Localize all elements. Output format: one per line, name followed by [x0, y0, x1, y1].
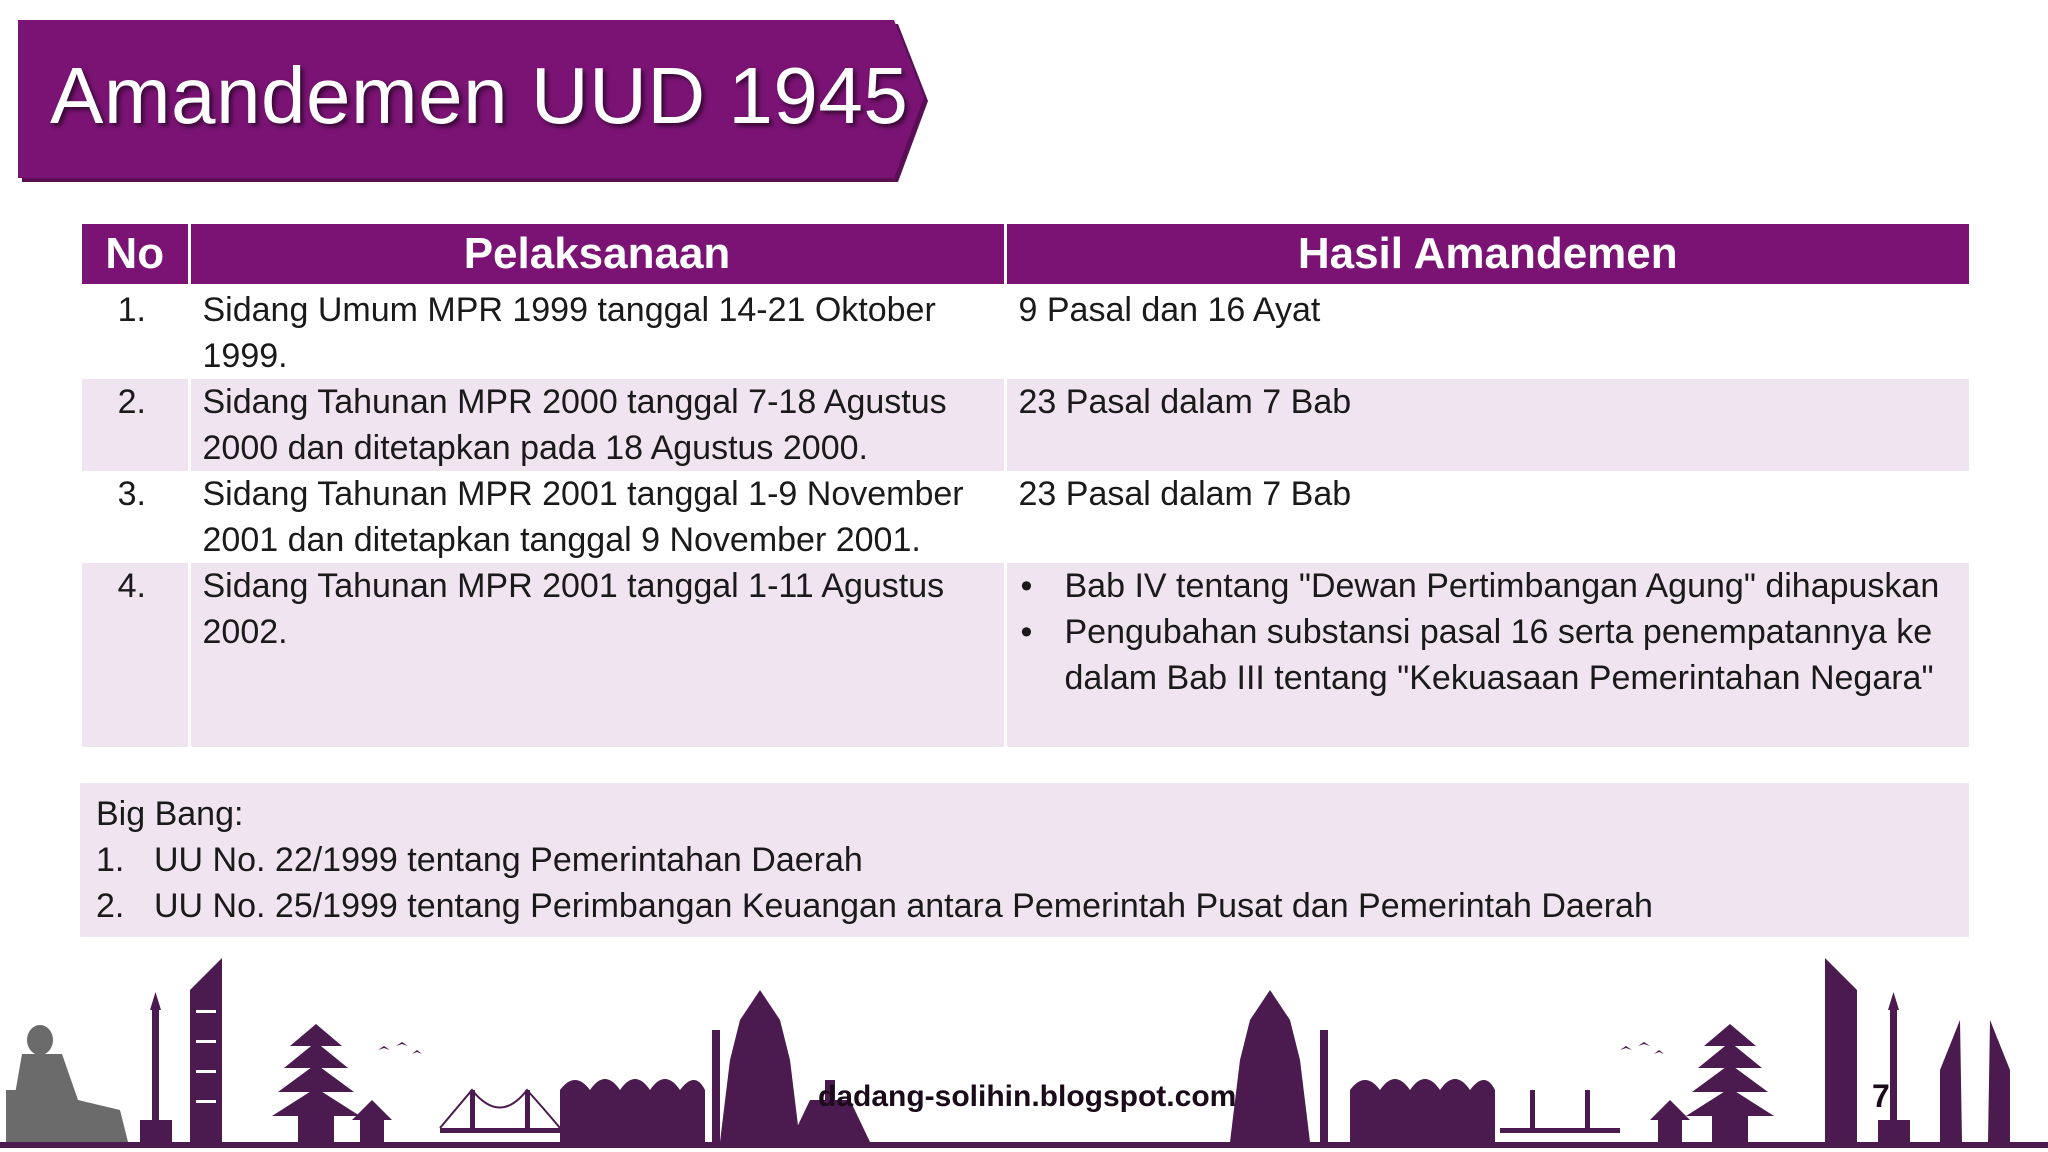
table-row	[82, 286, 1969, 380]
gate-icon	[1940, 1020, 2010, 1142]
shrine-icon	[1650, 1100, 1690, 1142]
temple-gate-icon	[1230, 990, 1328, 1142]
monument-icon	[1878, 992, 1910, 1142]
row-number: 4.	[82, 563, 189, 747]
row-number: 1.	[82, 286, 189, 380]
row-hasil	[1005, 563, 1969, 747]
row-number: 3.	[82, 471, 189, 563]
bullet-item	[1019, 563, 1958, 609]
traditional-house-icon	[1350, 1079, 1495, 1142]
shrine-icon	[352, 1100, 392, 1142]
row-pelaksanaan: Sidang Tahunan MPR 2001 tanggal 1-9 November 2001 dan ditetapkan tanggal 9 November 2001.	[189, 471, 1005, 563]
row-pelaksanaan: Sidang Umum MPR 1999 tanggal 14-21 Oktober 1999.	[189, 286, 1005, 380]
bridge-icon	[1500, 1090, 1620, 1133]
bullet-icon: •	[1020, 567, 1033, 605]
bullet-item	[1019, 609, 1958, 701]
tower-icon	[190, 958, 222, 1142]
ground-line	[0, 1142, 2048, 1148]
temple-gate-icon	[712, 990, 800, 1142]
bigbang-box	[80, 783, 1969, 937]
bullet-text: Pengubahan substansi pasal 16 serta penempatannya ke dalam Bab III tentang "Kekuasaan Pemerintahan Negara"	[1064, 613, 1934, 697]
table-row	[82, 563, 1969, 747]
pagoda-icon	[272, 1024, 360, 1142]
list-item	[96, 837, 1969, 883]
tower-icon	[1825, 958, 1857, 1142]
header-hasil: Hasil Amandemen	[1005, 224, 1969, 286]
birds-icon	[1620, 1042, 1664, 1054]
amendment-table	[82, 224, 1969, 747]
table-row	[82, 379, 1969, 471]
row-hasil: 23 Pasal dalam 7 Bab	[1005, 379, 1969, 471]
statue-icon	[6, 1025, 128, 1142]
page-number: 7	[1872, 1078, 1890, 1114]
row-number: 2.	[82, 379, 189, 471]
hasil-bullet-list	[1019, 563, 1958, 701]
row-hasil: 9 Pasal dan 16 Ayat	[1018, 291, 1321, 329]
list-item-number: 2.	[96, 887, 125, 925]
list-item	[96, 883, 1969, 929]
table-row	[82, 471, 1969, 563]
birds-icon	[378, 1042, 422, 1054]
bullet-icon: •	[1020, 613, 1033, 651]
page-title: Amandemen UUD 1945	[50, 51, 909, 140]
header-pelaksanaan: Pelaksanaan	[189, 224, 1005, 286]
traditional-house-icon	[560, 1079, 705, 1142]
title-banner	[18, 20, 933, 182]
row-pelaksanaan: Sidang Tahunan MPR 2001 tanggal 1-11 Agustus 2002.	[189, 563, 1005, 747]
table-header-row	[82, 224, 1969, 286]
list-item-text: UU No. 25/1999 tentang Perimbangan Keuangan antara Pemerintah Pusat dan Pemerintah Daerah	[154, 887, 1653, 925]
row-hasil: 23 Pasal dalam 7 Bab	[1018, 475, 1352, 513]
row-pelaksanaan: Sidang Tahunan MPR 2000 tanggal 7-18 Agustus 2000 dan ditetapkan pada 18 Agustus 2000.	[189, 379, 1005, 471]
pagoda-icon	[1686, 1024, 1774, 1142]
skyline-decoration	[0, 950, 2048, 1152]
list-item-text: UU No. 22/1999 tentang Pemerintahan Daerah	[154, 841, 863, 879]
bridge-icon	[440, 1090, 560, 1133]
header-no: No	[82, 224, 189, 286]
bigbang-heading: Big Bang:	[96, 795, 244, 833]
bullet-text: Bab IV tentang "Dewan Pertimbangan Agung" dihapuskan	[1064, 567, 1940, 605]
list-item-number: 1.	[96, 841, 125, 879]
footer-url[interactable]: dadang-solihin.blogspot.com	[818, 1080, 1237, 1113]
monument-icon	[140, 992, 172, 1142]
